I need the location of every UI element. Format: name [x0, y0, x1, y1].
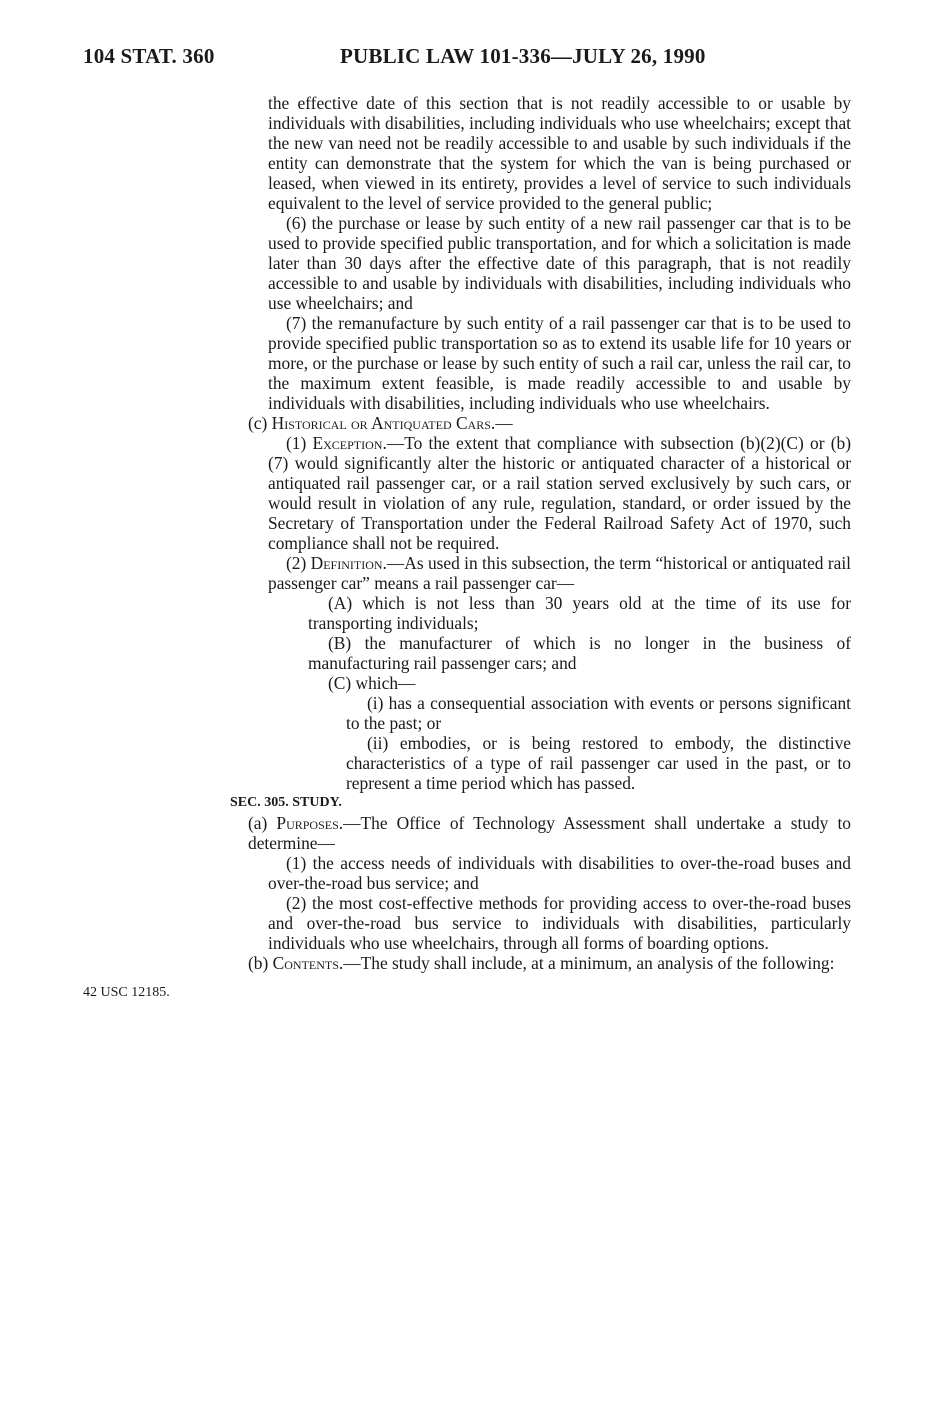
c1-number: (1) — [286, 433, 313, 453]
clause-a: (A) which is not less than 30 years old at the time of its use for transporting individuals; — [308, 593, 851, 633]
c2-number: (2) — [286, 553, 311, 573]
b-title: Contents — [272, 953, 339, 973]
c2-text: .—As used in this subsection, the term “historical or antiquated rail passenger car” means a rail passenger car— — [268, 553, 852, 593]
margin-citation: 42 USC 12185. — [83, 985, 170, 1000]
paragraph-a1: (1) the access needs of individuals with disabilities to over-the-road buses and over-the-road bus service; and — [268, 853, 851, 893]
subsection-a — [230, 813, 851, 853]
paragraph-a2: (2) the most cost-effective methods for providing access to over-the-road buses and over-the-road bus service to individuals with disabilities, particularly individuals who use wheelchairs, through all forms of boarding options. — [268, 893, 851, 953]
clause-b: (B) the manufacturer of which is no longer in the business of manufacturing rail passenger cars; and — [308, 633, 851, 673]
paragraph-6: (6) the purchase or lease by such entity of a new rail passenger car that is to be used to provide specified public transportation, and for which a solicitation is made later than 30 days after the effective date of this paragraph, that is not readily accessible to and usable by individuals with disabilities, including individuals who use wheelchairs; and — [268, 213, 851, 313]
clause-c: (C) which— — [328, 673, 416, 693]
subsection-c-title: Historical or Antiquated Cars — [271, 413, 491, 433]
c1-title: Exception — [312, 433, 383, 453]
b-number: (b) — [248, 953, 273, 973]
a-number: (a) — [248, 813, 277, 833]
b-text: .—The study shall include, at a minimum, an analysis of the following: — [338, 953, 835, 973]
clause-c-i: (i) has a consequential association with events or persons significant to the past; or — [346, 693, 851, 733]
paragraph-continuation: the effective date of this section that is not readily accessible to or usable by individuals with disabilities, including individuals who use wheelchairs; except that the new van need not be readily accessible to and usable by such individuals if the entity can demonstrate that the system for which the van is being purchased or leased, when viewed in its entirety, provides a level of service to such individuals equivalent to the level of service provided to the general public; — [268, 93, 851, 213]
document-body — [230, 93, 851, 973]
a-title: Purposes — [276, 813, 339, 833]
subsection-b — [230, 953, 851, 973]
section-heading: SEC. 305. STUDY. — [230, 795, 342, 810]
clause-c-ii: (ii) embodies, or is being restored to embody, the distinctive characteristics of a type of rail passenger car used in the past, or to represent a time period which has passed. — [346, 733, 851, 793]
paragraph-7: (7) the remanufacture by such entity of a rail passenger car that is to be used to provide specified public transportation so as to extend its usable life for 10 years or more, or the purchase or lease by such entity of such a rail car, unless the rail car, to the maximum extent feasible, is made readily accessible to and usable by individuals with disabilities, including individuals who use wheelchairs. — [268, 313, 851, 413]
subsection-c-label: (c) — [248, 413, 272, 433]
paragraph-c2 — [230, 553, 851, 593]
page-number-header: 104 STAT. 360 — [83, 44, 215, 68]
subsection-c-dash: .— — [490, 413, 513, 433]
a-text: .—The Office of Technology Assessment shall undertake a study to determine— — [248, 813, 851, 853]
c1-text: .—To the extent that compliance with subsection (b)(2)(C) or (b)(7) would significantly alter the historic or antiquated character of a historical or antiquated rail passenger car, or a rail station served exclusively by such cars, or would result in violation of any rule, regulation, standard, or order issued by the Secretary of Transportation under the Federal Railroad Safety Act of 1970, such compliance shall not be required. — [268, 433, 851, 553]
public-law-header: PUBLIC LAW 101-336—JULY 26, 1990 — [340, 44, 706, 68]
subsection-c-heading — [230, 413, 851, 433]
paragraph-c1 — [230, 433, 851, 553]
c2-title: Definition — [310, 553, 383, 573]
